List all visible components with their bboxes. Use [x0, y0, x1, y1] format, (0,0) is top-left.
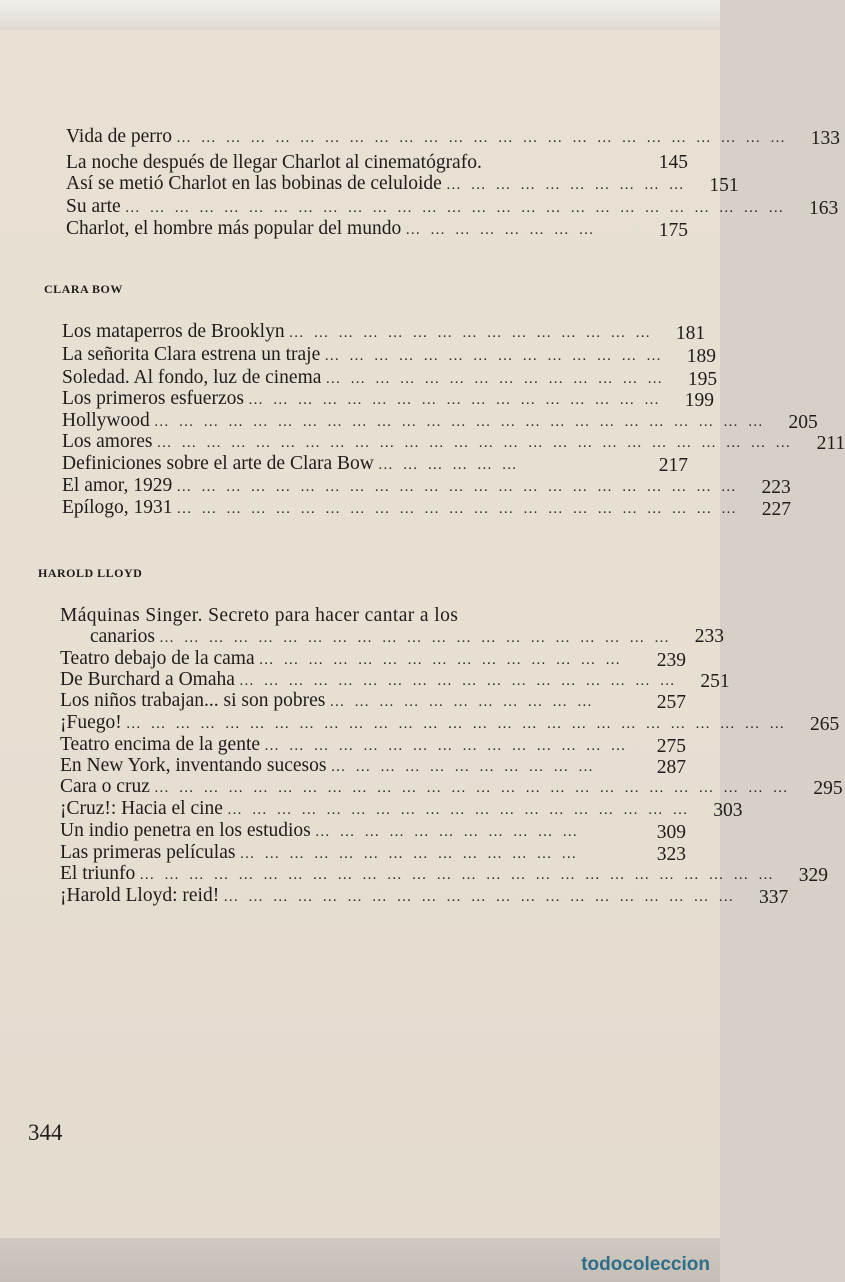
toc-entry-title: Así se metió Charlot en las bobinas de celuloide	[66, 173, 442, 194]
toc-entry-page: 303	[713, 800, 743, 821]
toc-entry-page: 323	[656, 844, 686, 865]
toc-entry: Los amores … … … … … … … … … … … … … … … … … … … … … … … … … … 211	[62, 431, 845, 454]
toc-entry-page: 189	[686, 346, 717, 367]
toc-entry-title: La noche después de llegar Charlot al cinematógrafo.	[66, 152, 482, 173]
toc-entry: Los niños trabajan... si son pobres … … … … … … … … … … … 257	[60, 690, 686, 713]
toc-entry-title: Un indio penetra en los estudios	[60, 820, 311, 841]
toc-entry-page: 211	[816, 433, 845, 454]
toc-entry-wrapped: Máquinas Singer. Secreto para hacer cantar a los canarios … … … … … … … … … … … … … … … … … … … … … 233	[60, 605, 724, 647]
toc-entry-title: Soledad. Al fondo, luz de cinema	[62, 367, 322, 388]
toc-entry-title: Las primeras películas	[60, 842, 236, 863]
toc-entry-page: 295	[813, 778, 843, 799]
page-number: 344	[28, 1120, 63, 1145]
toc-entry: Vida de perro … … … … … … … … … … … … … … … … … … … … … … … … … 133	[66, 126, 841, 149]
toc-entry-page: 287	[656, 757, 686, 778]
toc-entry-title: El amor, 1929	[62, 475, 173, 496]
toc-entry-title: Los niños trabajan... si son pobres	[60, 690, 326, 711]
toc-entry-page: 175	[658, 220, 688, 241]
section-heading-clara-bow: CLARA BOW	[44, 282, 123, 296]
watermark-logo: todocoleccion	[581, 1254, 710, 1275]
toc-entry-page: 199	[684, 390, 714, 411]
toc-entry: De Burchard a Omaha … … … … … … … … … … … … … … … … … … 251	[60, 669, 730, 692]
toc-entry-page: 257	[656, 692, 686, 713]
toc-entry: El amor, 1929 … … … … … … … … … … … … … … … … … … … … … … … 223	[62, 475, 791, 498]
toc-entry-title: Charlot, el hombre más popular del mundo	[66, 218, 402, 239]
toc-entry: Su arte … … … … … … … … … … … … … … … … … … … … … … … … … … … 163	[66, 196, 839, 219]
toc-entry-page: 217	[658, 455, 688, 476]
toc-entry: Teatro debajo de la cama … … … … … … … … … … … … … … … 239	[60, 648, 686, 671]
toc-entry: Charlot, el hombre más popular del mundo … … … … … … … … 175	[66, 218, 688, 241]
toc-entry: Los primeros esfuerzos … … … … … … … … … … … … … … … … … 199	[62, 388, 714, 411]
toc-entry-page: 275	[656, 736, 686, 757]
toc-entry-page: 163	[808, 198, 839, 219]
toc-entry-title-continued: canarios	[90, 626, 155, 647]
toc-entry: Así se metió Charlot en las bobinas de celuloide … … … … … … … … … … 151	[66, 173, 739, 196]
toc-entry-page: 227	[761, 499, 791, 520]
toc-entry: Epílogo, 1931 … … … … … … … … … … … … … … … … … … … … … … … 227	[62, 497, 791, 520]
toc-entry-page: 151	[709, 175, 739, 196]
toc-entry-title: Cara o cruz	[60, 776, 150, 797]
toc-entry-title: Teatro encima de la gente	[60, 734, 261, 755]
toc-entry-title: Los amores	[62, 431, 153, 452]
toc-entry-page: 309	[656, 822, 686, 843]
toc-entry-page: 195	[687, 369, 718, 390]
toc-entry: ¡Harold Lloyd: reid! … … … … … … … … … … … … … … … … … … … … … 337	[60, 885, 789, 908]
toc-entry-title: ¡Harold Lloyd: reid!	[60, 885, 220, 906]
toc-entry-page: 239	[656, 650, 686, 671]
toc-entry-page: 205	[788, 412, 818, 433]
toc-entry-page: 265	[810, 714, 840, 735]
toc-entry: Hollywood … … … … … … … … … … … … … … … … … … … … … … … … … 205	[62, 410, 818, 433]
toc-entry-title: Hollywood	[62, 410, 150, 431]
toc-entry-page: 251	[700, 671, 730, 692]
toc-entry-title: Los mataperros de Brooklyn	[62, 321, 285, 342]
toc-entry	[66, 152, 688, 173]
section-heading-harold-lloyd: HAROLD LLOYD	[38, 566, 143, 580]
toc-entry: La señorita Clara estrena un traje … … … … … … … … … … … … … … 189	[62, 344, 717, 367]
toc-entry-page: 233	[694, 626, 724, 647]
toc-entry: Un indio penetra en los estudios … … … … … … … … … … … 309	[60, 820, 686, 843]
toc-entry-title: Definiciones sobre el arte de Clara Bow	[62, 453, 374, 474]
toc-entry: En New York, inventando sucesos … … … … … … … … … … … 287	[60, 755, 686, 778]
toc-entry: Definiciones sobre el arte de Clara Bow … … … … … … 217	[62, 453, 688, 476]
toc-entry-title: De Burchard a Omaha	[60, 669, 235, 690]
toc-entry-title: En New York, inventando sucesos	[60, 755, 327, 776]
toc-entry-page: 329	[798, 865, 829, 886]
toc-entry-title: La señorita Clara estrena un traje	[62, 344, 321, 365]
toc-entry-title: Vida de perro	[66, 126, 173, 147]
toc-entry: ¡Cruz!: Hacia el cine … … … … … … … … … … … … … … … … … … … 303	[60, 798, 743, 821]
toc-entry-title: Máquinas Singer. Secreto para hacer cantar a los	[60, 605, 459, 626]
toc-entry-page: 181	[675, 323, 706, 344]
toc-entry-title: Su arte	[66, 196, 121, 217]
toc-entry: Las primeras películas … … … … … … … … … … … … … … 323	[60, 842, 686, 865]
toc-entry-title: ¡Cruz!: Hacia el cine	[60, 798, 223, 819]
toc-entry: Teatro encima de la gente … … … … … … … … … … … … … … … 275	[60, 734, 686, 757]
toc-entry-page: 223	[761, 477, 791, 498]
toc-entry-title: Epílogo, 1931	[62, 497, 173, 518]
toc-entry: ¡Fuego! … … … … … … … … … … … … … … … … … … … … … … … … … … … 265	[60, 712, 840, 735]
page-top-edge	[0, 0, 720, 34]
toc-entry: Los mataperros de Brooklyn … … … … … … … … … … … … … … … 181	[62, 321, 706, 344]
toc-entry-title: Los primeros esfuerzos	[62, 388, 244, 409]
toc-entry-title: Teatro debajo de la cama	[60, 648, 255, 669]
toc-entry-title: ¡Fuego!	[60, 712, 122, 733]
toc-entry: Soledad. Al fondo, luz de cinema … … … … … … … … … … … … … … 195	[62, 367, 718, 390]
toc-entry-title: El triunfo	[60, 863, 136, 884]
toc-entry: El triunfo … … … … … … … … … … … … … … … … … … … … … … … … … … 329	[60, 863, 829, 886]
toc-entry-page: 133	[810, 128, 841, 149]
toc-entry-page: 145	[658, 152, 688, 173]
toc-entry-page: 337	[758, 887, 789, 908]
toc-entry: Cara o cruz … … … … … … … … … … … … … … … … … … … … … … … … … … 295	[60, 776, 843, 799]
